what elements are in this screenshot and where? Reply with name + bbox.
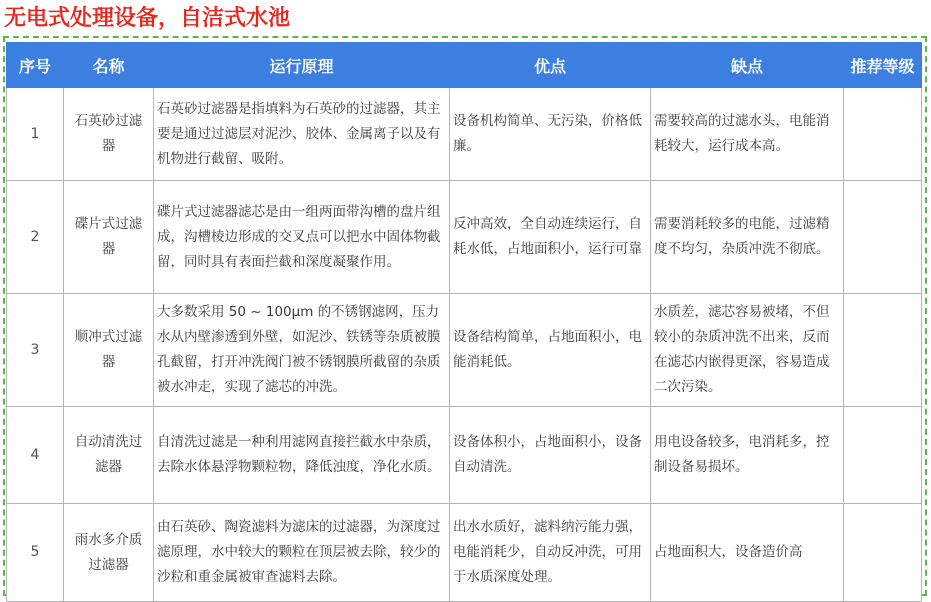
- row-pros: 出水水质好，滤料纳污能力强，电能消耗少，自动反冲洗，可用于水质深度处理。: [450, 504, 651, 602]
- row-index: 4: [7, 407, 64, 504]
- row-pros: 设备体积小，占地面积小，设备自动清洗。: [450, 407, 651, 504]
- row-cons: 需要消耗较多的电能，过滤精度不均匀，杂质冲洗不彻底。: [651, 181, 844, 294]
- table-row: [7, 504, 922, 602]
- page-title: 无电式处理设备，自洁式水池: [4, 6, 291, 31]
- row-principle: 由石英砂、陶瓷滤料为滤床的过滤器，为深度过滤原理，水中较大的颗粒在顶层被去除，较少的沙粒和重金属被审查滤料去除。: [154, 504, 450, 602]
- header-pros: 优点: [450, 43, 651, 88]
- row-cons: 水质差，滤芯容易被堵，不但较小的杂质冲洗不出来，反而在滤芯内嵌得更深，容易造成二次污染。: [651, 294, 844, 407]
- row-grade: [844, 294, 922, 407]
- row-principle: 碟片式过滤器滤芯是由一组两面带沟槽的盘片组成，沟槽棱边形成的交叉点可以把水中固体物截留，同时具有表面拦截和深度凝聚作用。: [154, 181, 450, 294]
- row-pros: 设备机构简单、无污染，价格低廉。: [450, 88, 651, 181]
- row-cons: 用电设备较多，电消耗多，控制设备易损坏。: [651, 407, 844, 504]
- row-pros: 设备结构简单，占地面积小，电能消耗低。: [450, 294, 651, 407]
- row-name: 碟片式过滤器: [64, 181, 154, 294]
- row-pros: 反冲高效，全自动连续运行，自耗水低，占地面积小，运行可靠: [450, 181, 651, 294]
- row-principle: 自清洗过滤是一种利用滤网直接拦截水中杂质，去除水体悬浮物颗粒物，降低浊度，净化水质。: [154, 407, 450, 504]
- table-row: [7, 294, 922, 407]
- row-principle: 大多数采用 50 ~ 100μm 的不锈钢滤网，压力水从内壁渗透到外壁，如泥沙、铁锈等杂质被膜孔截留，打开冲洗阀门被不锈钢膜所截留的杂质被水冲走，实现了滤芯的冲洗。: [154, 294, 450, 407]
- header-name: 名称: [64, 43, 154, 88]
- row-grade: [844, 504, 922, 602]
- row-name: 雨水多介质过滤器: [64, 504, 154, 602]
- row-grade: [844, 407, 922, 504]
- row-name: 石英砂过滤器: [64, 88, 154, 181]
- row-cons: 占地面积大，设备造价高: [651, 504, 844, 602]
- header-grade: 推荐等级: [844, 43, 922, 88]
- table-row: [7, 181, 922, 294]
- header-cons: 缺点: [651, 43, 844, 88]
- row-grade: [844, 88, 922, 181]
- header-index: 序号: [7, 43, 64, 88]
- row-index: 3: [7, 294, 64, 407]
- header-principle: 运行原理: [154, 43, 450, 88]
- row-grade: [844, 181, 922, 294]
- row-index: 1: [7, 88, 64, 181]
- row-name: 自动清洗过滤器: [64, 407, 154, 504]
- row-name: 顺冲式过滤器: [64, 294, 154, 407]
- table-header-row: [7, 43, 922, 88]
- row-cons: 需要较高的过滤水头，电能消耗较大，运行成本高。: [651, 88, 844, 181]
- table-row: [7, 88, 922, 181]
- table-row: [7, 407, 922, 504]
- row-index: 2: [7, 181, 64, 294]
- row-principle: 石英砂过滤器是指填料为石英砂的过滤器，其主要是通过过滤层对泥沙、胶体、金属离子以及有机物进行截留、吸附。: [154, 88, 450, 181]
- row-index: 5: [7, 504, 64, 602]
- comparison-table: [6, 42, 922, 602]
